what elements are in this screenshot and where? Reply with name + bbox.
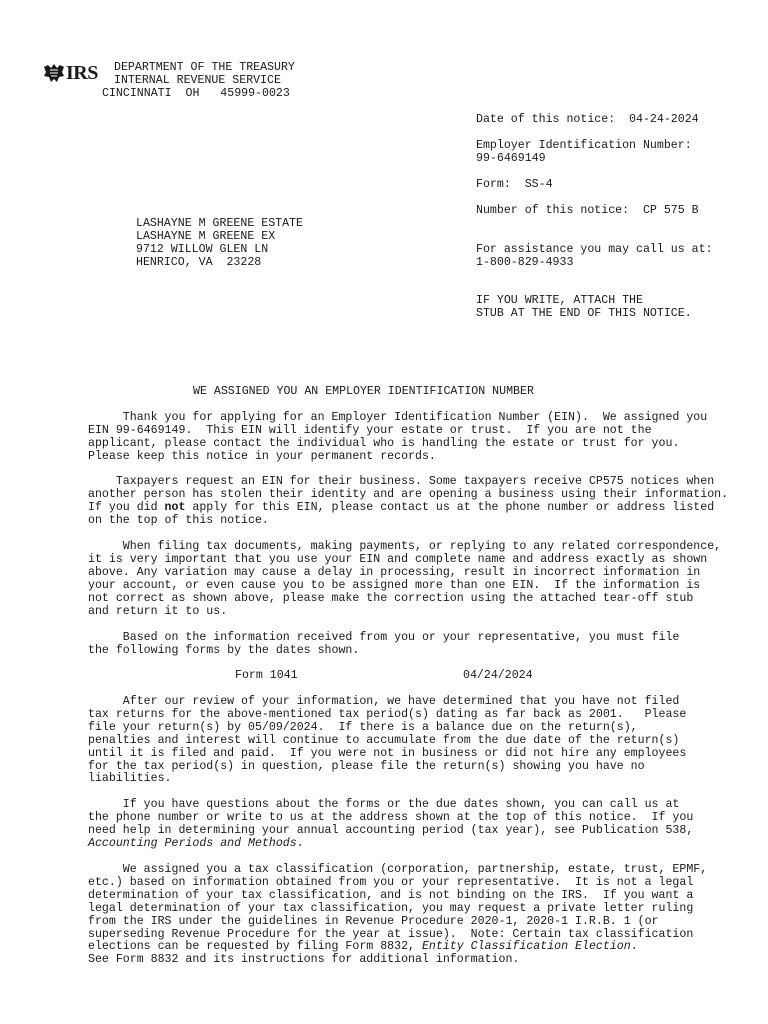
paragraph-thank-you <box>88 412 748 464</box>
text-segment: . <box>296 836 304 850</box>
agency-line-2: INTERNAL REVENUE SERVICE <box>114 74 281 87</box>
emphasis-not: not <box>164 500 186 514</box>
text-line: the phone number or write to us at the address shown at the top of this notice. If you <box>88 810 694 824</box>
text-line: superseding Revenue Procedure for the year at issue). Note: Certain tax classification <box>88 927 694 941</box>
assistance-label: For assistance you may call us at: <box>476 243 713 256</box>
text-line: the following forms by the dates shown. <box>88 643 360 657</box>
text-line: Please keep this notice in your permanent records. <box>88 449 436 463</box>
text-segment: elections can be requested by filing Form 8832, <box>88 940 422 954</box>
text-segment: If you did <box>88 500 165 514</box>
text-line: determination of your tax classification, and is not binding on the IRS. If you want a <box>88 888 694 902</box>
text-line: from the IRS under the guidelines in Revenue Procedure 2020-1, 2020-1 I.R.B. 1 (or <box>88 914 659 928</box>
text-line: Thank you for applying for an Employer Identification Number (EIN). We assigned you <box>88 411 708 424</box>
text-line: and return it to us. <box>88 604 228 618</box>
recipient-line-4: HENRICO, VA 23228 <box>136 256 262 269</box>
write-instruction-2: STUB AT THE END OF THIS NOTICE. <box>476 307 692 320</box>
text-line: another person has stolen their identity and are opening a business using their information. <box>88 487 729 501</box>
form-type: Form: SS-4 <box>476 178 553 191</box>
paragraph-unfiled-returns <box>88 696 748 786</box>
irs-logo-text: IRS <box>66 61 98 84</box>
notice-number: Number of this notice: CP 575 B <box>476 204 699 217</box>
text-line: penalties and interest will continue to accumulate from the due date of the return(s) <box>88 733 680 747</box>
recipient-line-1: LASHAYNE M GREENE ESTATE <box>136 217 303 230</box>
text-line: until it is filed and paid. If you were not in business or did not hire any employees <box>88 746 687 760</box>
text-line <box>88 502 748 515</box>
assistance-phone: 1-800-829-4933 <box>476 256 574 269</box>
text-line: tax returns for the above-mentioned tax period(s) dating as far back as 2001. Please <box>88 707 687 721</box>
form-title: Entity Classification Election <box>421 940 631 954</box>
text-segment: . <box>630 940 638 954</box>
text-line: Taxpayers request an EIN for their business. Some taxpayers receive CP575 notices when <box>88 475 715 488</box>
irs-logo <box>42 63 98 83</box>
required-form-due-date: 04/24/2024 <box>463 669 533 682</box>
text-line: etc.) based on information obtained from you or your representative. It is not a legal <box>88 875 694 889</box>
write-instruction-1: IF YOU WRITE, ATTACH THE <box>476 294 643 307</box>
text-segment: apply for this EIN, please contact us at the phone number or address listed <box>185 500 715 514</box>
text-line: not correct as shown above, please make the correction using the attached tear-off stub <box>88 591 694 605</box>
recipient-line-2: LASHAYNE M GREENE EX <box>136 230 276 243</box>
irs-eagle-icon <box>42 63 66 83</box>
text-line: liabilities. <box>88 772 172 786</box>
agency-line-3: CINCINNATI OH 45999-0023 <box>102 87 290 100</box>
notice-date: Date of this notice: 04-24-2024 <box>476 113 699 126</box>
text-line: When filing tax documents, making payments, or replying to any related correspondence, <box>88 540 722 553</box>
text-line: file your return(s) by 05/09/2024. If there is a balance due on the return(s), <box>88 720 638 734</box>
ein-label: Employer Identification Number: <box>476 139 692 152</box>
text-line: We assigned you a tax classification (corporation, partnership, estate, trust, EPMF, <box>88 863 708 876</box>
text-line: above. Any variation may cause a delay in processing, result in incorrect information in <box>88 565 701 579</box>
notice-title: WE ASSIGNED YOU AN EMPLOYER IDENTIFICATION NUMBER <box>193 385 534 398</box>
paragraph-tax-classification <box>88 864 748 967</box>
text-line: need help in determining your annual accounting period (tax year), see Publication 538, <box>88 823 694 837</box>
text-line: See Form 8832 and its instructions for additional information. <box>88 953 520 967</box>
paragraph-identity-theft <box>88 476 748 528</box>
text-line: for the tax period(s) in question, please file the return(s) showing you have no <box>88 759 645 773</box>
text-line <box>88 838 748 851</box>
paragraph-questions <box>88 799 748 851</box>
text-line: After our review of your information, we have determined that you have not filed <box>88 695 680 708</box>
text-line: Based on the information received from you or your representative, you must file <box>88 631 680 644</box>
text-line: applicant, please contact the individual who is handling the estate or trust for you. <box>88 436 680 450</box>
publication-title: Accounting Periods and Methods <box>88 836 297 850</box>
agency-line-1: DEPARTMENT OF THE TREASURY <box>114 61 295 74</box>
ein-value: 99-6469149 <box>476 152 546 165</box>
paragraph-filing-instructions <box>88 541 748 618</box>
recipient-line-3: 9712 WILLOW GLEN LN <box>136 243 269 256</box>
paragraph-required-forms <box>88 632 748 658</box>
text-line: EIN 99-6469149. This EIN will identify your estate or trust. If you are not the <box>88 423 652 437</box>
text-line: it is very important that you use your EIN and complete name and address exactly as shown <box>88 552 708 566</box>
text-line: legal determination of your tax classification, you may request a private letter ruling <box>88 901 694 915</box>
text-line: on the top of this notice. <box>88 513 269 527</box>
required-form: Form 1041 <box>235 669 298 682</box>
text-line: your account, or even cause you to be assigned more than one EIN. If the information is <box>88 578 701 592</box>
text-line: If you have questions about the forms or the due dates shown, you can call us at <box>88 798 680 811</box>
